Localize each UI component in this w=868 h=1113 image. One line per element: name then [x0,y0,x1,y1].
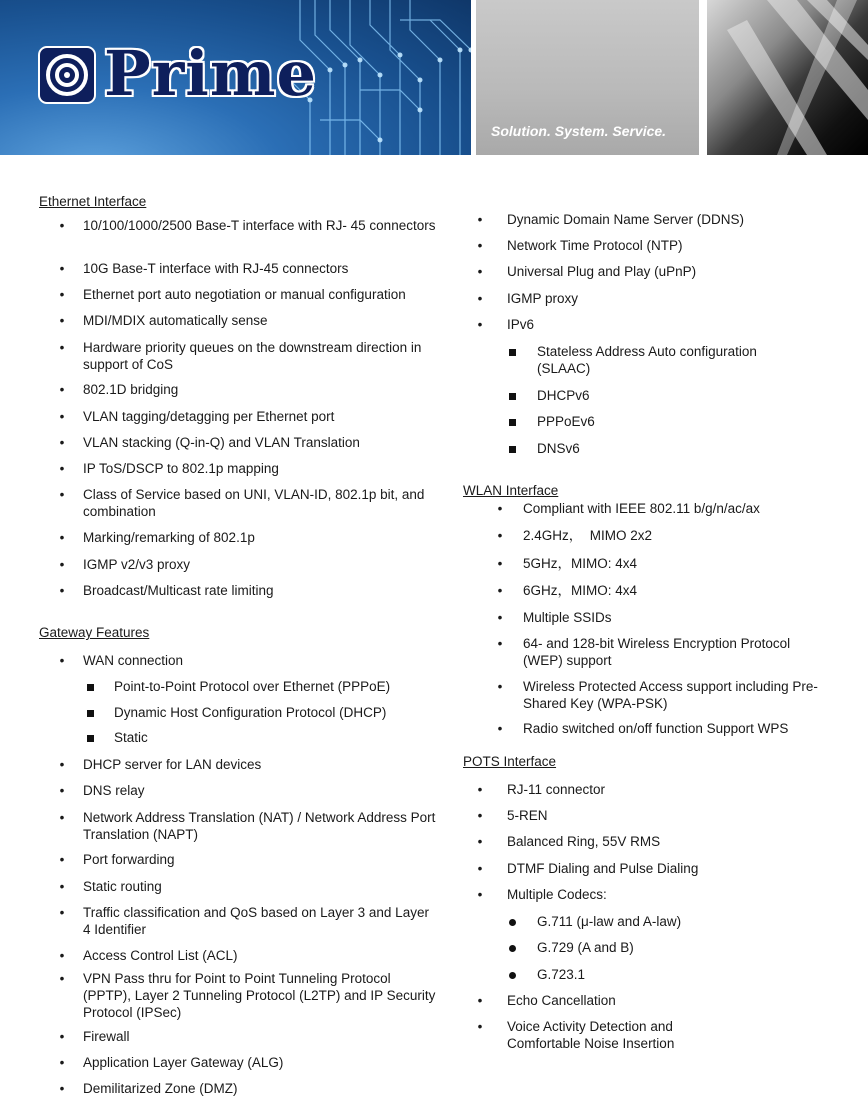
bullet-icon: • [477,317,483,332]
bullet-icon: • [477,782,483,797]
bullet-icon: • [59,783,65,798]
bullet-icon: • [59,948,65,963]
square-bullet-icon [84,704,96,721]
bullet-icon: • [59,218,65,233]
abstract-image-panel [707,0,868,155]
bullet-icon: • [477,993,483,1008]
dot-bullet-icon [506,939,518,956]
dot-bullet-icon [506,966,518,983]
square-bullet-icon [506,387,518,404]
bullet-icon: • [59,879,65,894]
bullet-icon: • [59,530,65,545]
bullet-icon: • [497,583,503,598]
bullet-icon: • [497,610,503,625]
bullet-icon: • [477,834,483,849]
bullet-icon: • [477,291,483,306]
bullet-icon: • [477,861,483,876]
bullet-icon: • [59,1055,65,1070]
square-bullet-icon [506,440,518,457]
bullet-icon: • [59,340,65,355]
bullet-icon: • [59,971,65,986]
square-bullet-icon [84,678,96,695]
bullet-icon: • [477,238,483,253]
bullet-icon: • [59,382,65,397]
bullet-icon: • [59,409,65,424]
square-bullet-icon [506,413,518,430]
bullet-icon: • [59,653,65,668]
bullet-icon: • [477,212,483,227]
bullet-icon: • [59,757,65,772]
bullet-icon: • [59,261,65,276]
bullet-icon: • [59,487,65,502]
dot-bullet-icon [506,913,518,930]
square-bullet-icon [84,729,96,746]
bullet-icon: • [59,1081,65,1096]
wlan-section-title: WLAN Interface [463,483,559,498]
bullet-icon: • [497,679,503,694]
logo-icon [38,46,96,104]
header-banner [0,0,868,155]
abstract-shards [707,0,868,155]
bullet-icon: • [497,501,503,516]
bullet-icon: • [477,808,483,823]
bullet-icon: • [497,556,503,571]
bullet-icon: • [59,1029,65,1044]
bullet-icon: • [59,557,65,572]
bullet-icon: • [477,1019,483,1034]
bullet-icon: • [497,528,503,543]
bullet-icon: • [59,435,65,450]
ethernet-section-title: Ethernet Interface [39,194,147,209]
bullet-icon: • [59,852,65,867]
slogan: Solution. System. Service. [491,123,667,139]
square-bullet-icon [506,343,518,360]
bullet-icon: • [497,636,503,651]
bullet-icon: • [477,887,483,902]
bullet-icon: • [59,583,65,598]
bullet-icon: • [497,721,503,736]
bullet-icon: • [59,810,65,825]
bullet-icon: • [59,287,65,302]
brand-name: Prime [104,37,317,110]
gateway-section-title: Gateway Features [39,625,150,640]
bullet-icon: • [59,905,65,920]
pots-section-title: POTS Interface [463,754,557,769]
bullet-icon: • [59,461,65,476]
bullet-icon: • [477,264,483,279]
bullet-icon: • [59,313,65,328]
